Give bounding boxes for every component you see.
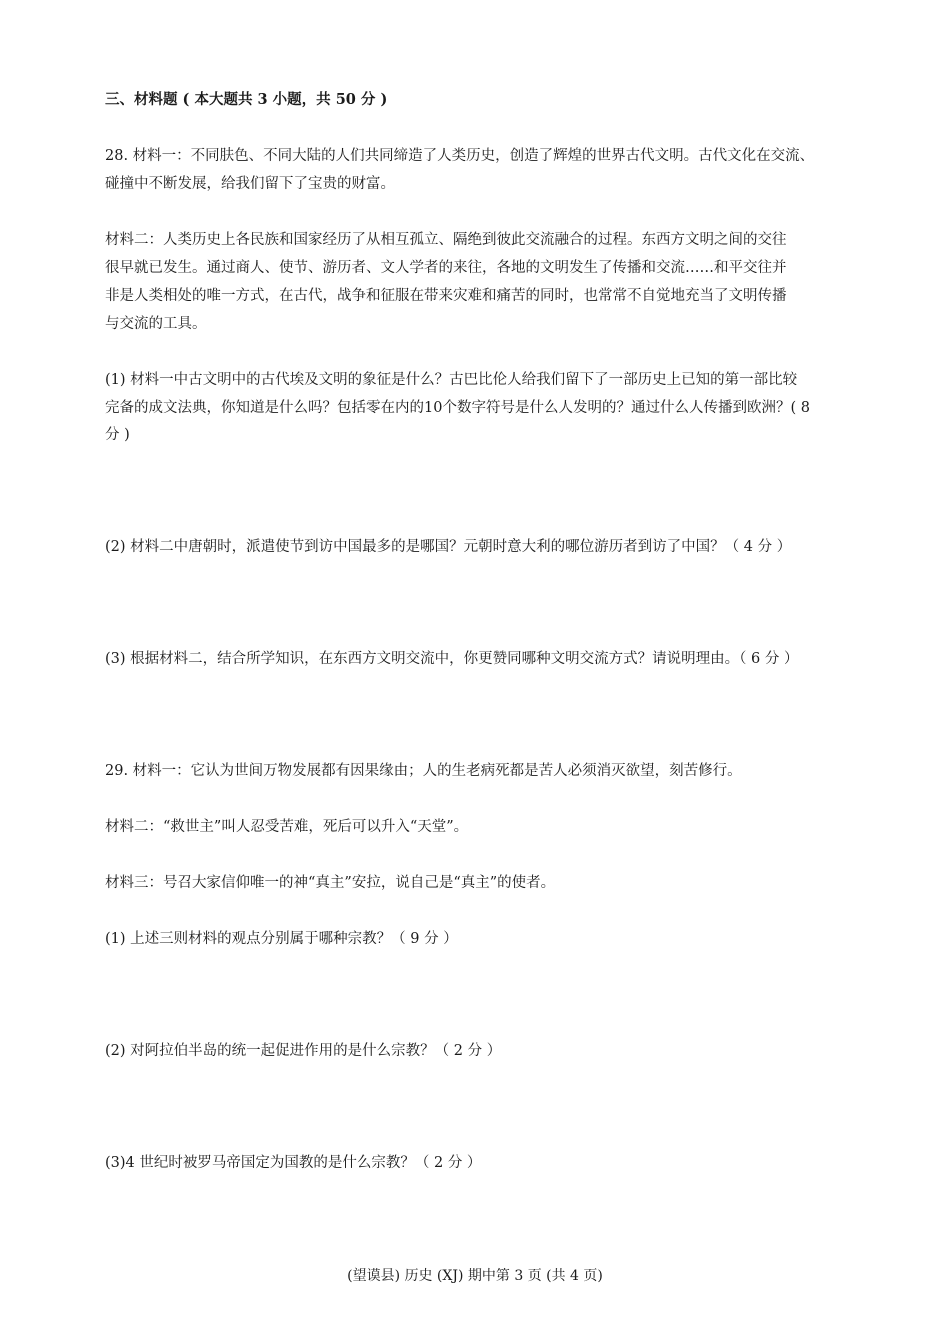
q28-material1-line2: 碰撞中不断发展，给我们留下了宝贵的财富。: [105, 176, 395, 192]
page-footer: (望谟县) 历史 (XJ) 期中第 3 页 (共 4 页): [347, 1268, 603, 1284]
q29-material1: 29. 材料一：它认为世间万物发展都有因果缘由；人的生老病死都是苦人必须消灭欲望，刻苦修行。: [105, 763, 742, 779]
q28-part1-line2: 完备的成文法典，你知道是什么吗？包括零在内的10个数字符号是什么人发明的？通过什么人传播到欧洲？( 8: [105, 400, 810, 416]
q29-part3: (3)4 世纪时被罗马帝国定为国教的是什么宗教？（ 2 分 ）: [105, 1155, 482, 1171]
q28-part3: (3) 根据材料二，结合所学知识，在东西方文明交流中，你更赞同哪种文明交流方式？请说明理由。（ 6 分 ）: [105, 651, 799, 667]
q29-material2: 材料二：“救世主”叫人忍受苦难，死后可以升入“天堂”。: [105, 819, 469, 835]
q28-material2-line1: 材料二：人类历史上各民族和国家经历了从相互孤立、隔绝到彼此交流融合的过程。东西方文明之间的交往: [105, 232, 787, 248]
q28-material2-line4: 与交流的工具。: [105, 316, 207, 332]
q28-material2-line2: 很早就已发生。通过商人、使节、游历者、文人学者的来往，各地的文明发生了传播和交流……和平交往并: [105, 260, 787, 276]
section-heading: 三、材料题 ( 本大题共 3 小题，共 50 分 ): [105, 91, 388, 108]
q29-part1: (1) 上述三则材料的观点分别属于哪种宗教？（ 9 分 ）: [105, 931, 458, 947]
q28-part2: (2) 材料二中唐朝时，派遣使节到访中国最多的是哪国？元朝时意大利的哪位游历者到访了中国？（ 4 分 ）: [105, 539, 792, 555]
q28-material1-line1: 28. 材料一：不同肤色、不同大陆的人们共同缔造了人类历史，创造了辉煌的世界古代文明。古代文化在交流、: [105, 148, 815, 164]
q29-part2: (2) 对阿拉伯半岛的统一起促进作用的是什么宗教？（ 2 分 ）: [105, 1043, 502, 1059]
q29-material3: 材料三：号召大家信仰唯一的神“真主”安拉，说自己是“真主”的使者。: [105, 875, 556, 891]
q28-part1-line3: 分 ): [105, 427, 130, 443]
q28-part1-line1: (1) 材料一中古文明中的古代埃及文明的象征是什么？古巴比伦人给我们留下了一部历史上已知的第一部比较: [105, 372, 798, 388]
q28-material2-line3: 非是人类相处的唯一方式，在古代，战争和征服在带来灾难和痛苦的同时，也常常不自觉地充当了文明传播: [105, 288, 787, 304]
